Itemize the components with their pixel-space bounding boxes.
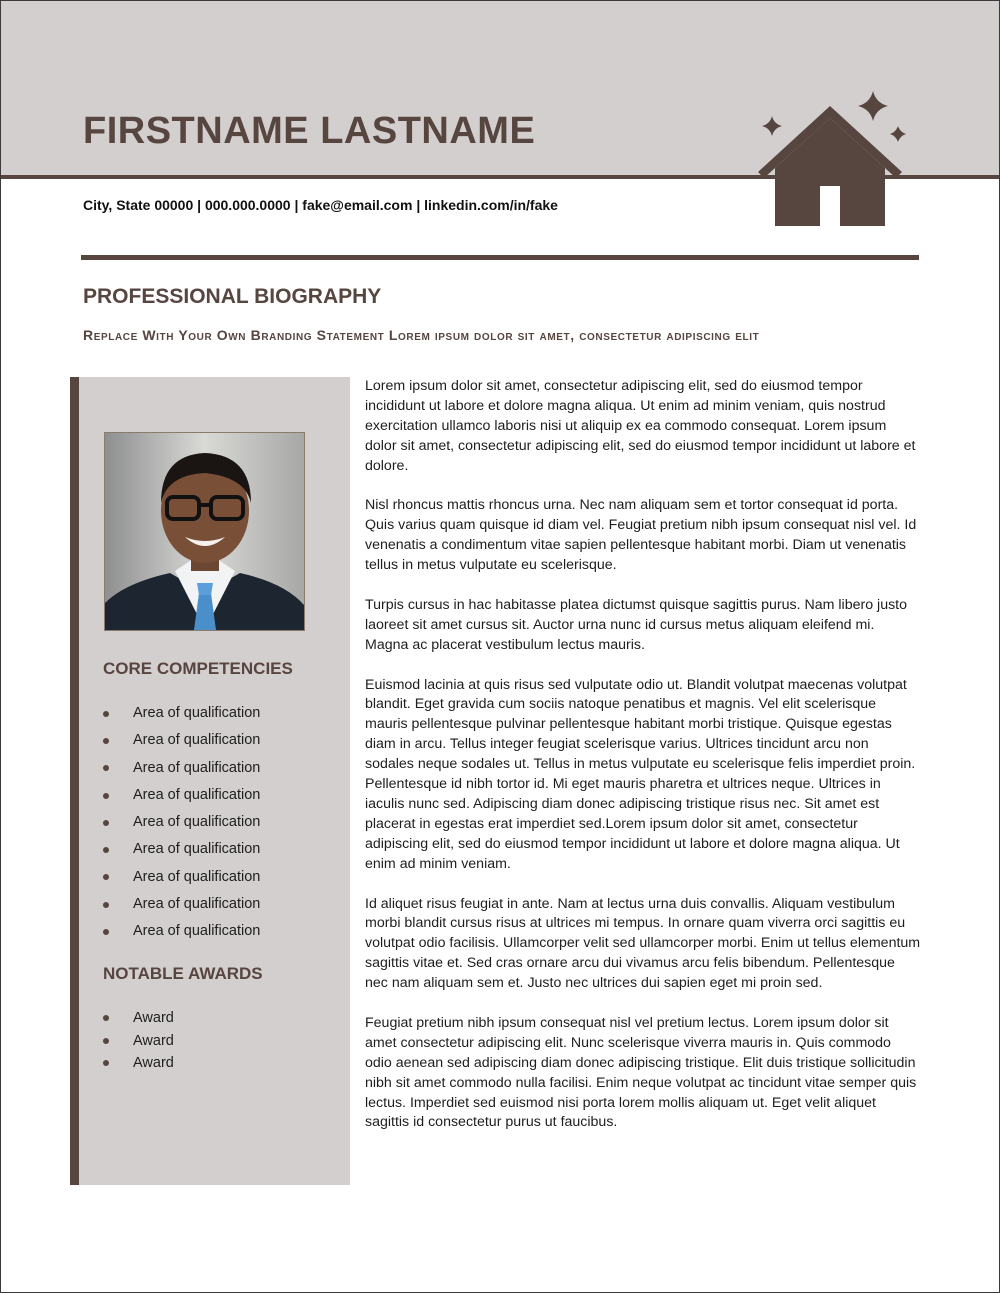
bullet-icon xyxy=(103,820,109,826)
competencies-list xyxy=(103,700,260,946)
biography-paragraph: Id aliquet risus feugiat in ante. Nam at lectus urna duis convallis. Aliquam vestibulum morbi blandit cursus risus at ultrices mi tempus. In ornare quam viverra orci sagittis eu volutpat odio facilisis. Ullamcorper velit sed ullamcorper morbi. Enim ut tellus elementum sagittis vitae et. Sed cras ornare arcu dui vivamus arcu felis bibendum. Pellentesque nec nam aliquam sem et. Justo nec ultrices dui sapien eget mi proin sed. xyxy=(365,895,921,992)
biography-paragraph: Nisl rhoncus mattis rhoncus urna. Nec nam aliquam sem et tortor consequat id porta. Quis varius quam quisque id diam vel. Feugiat pretium nibh ipsum consequat nisl vel. Id venenatis a condimentum vitae sapien pellentesque habitant morbi. Diam ut venenatis tellus in metus vulputate eu scelerisque. xyxy=(365,497,917,574)
competencies-heading: CORE COMPETENCIES xyxy=(103,659,293,678)
section-divider xyxy=(81,255,919,260)
list-item: Area of qualification xyxy=(103,809,260,836)
bullet-icon xyxy=(103,874,109,880)
list-item: Area of qualification xyxy=(103,836,260,863)
bullet-icon xyxy=(103,847,109,853)
list-item: Award xyxy=(103,1007,174,1030)
biography-paragraph: Turpis cursus in hac habitasse platea dictumst quisque sagittis purus. Nam libero justo laoreet sit amet cursus sit. Auctor urna nunc id cursus metus aliquam eleifend mi. Magna ac placerat vestibulum lectus mauris. xyxy=(365,596,908,653)
branding-statement: Replace With Your Own Branding Statement Lorem ipsum dolor sit amet, consectetur adipiscing elit xyxy=(83,327,760,343)
house-sparkle-icon xyxy=(758,88,910,228)
list-item: Award xyxy=(103,1052,174,1075)
list-item: Area of qualification xyxy=(103,864,260,891)
list-item: Award xyxy=(103,1030,174,1053)
list-item: Area of qualification xyxy=(103,700,260,727)
list-item: Area of qualification xyxy=(103,755,260,782)
bullet-icon xyxy=(103,793,109,799)
biography-body xyxy=(365,377,921,1153)
awards-list xyxy=(103,1007,174,1075)
list-item: Area of qualification xyxy=(103,727,260,754)
biography-paragraph: Lorem ipsum dolor sit amet, consectetur adipiscing elit, sed do eiusmod tempor incididunt ut labore et dolore magna aliqua. Ut enim ad minim veniam, quis nostrud exercitation ullamco laboris nisi ut aliquip ex ea commodo consequat. Lorem ipsum dolor sit amet, consectetur adipiscing elit, sed do eiusmod tempor incididunt ut labore et dolore. xyxy=(365,378,916,474)
biography-paragraph: Feugiat pretium nibh ipsum consequat nisl vel pretium lectus. Lorem ipsum dolor sit amet consectetur adipiscing elit. Nunc scelerisque viverra mauris in. Quis commodo odio aenean sed adipiscing diam donec adipiscing tristique. Elit duis tristique sollicitudin nibh sit amet commodo nulla facilisi. Enim neque volutpat ac tincidunt vitae semper quis lectus. Imperdiet sed euismod nisi porta lorem mollis aliquam ut. Eget velit aliquet sagittis id consectetur purus ut faucibus. xyxy=(365,1014,917,1131)
biography-heading: PROFESSIONAL BIOGRAPHY xyxy=(83,285,382,308)
list-item: Area of qualification xyxy=(103,918,260,945)
list-item: Area of qualification xyxy=(103,782,260,809)
bullet-icon xyxy=(103,1060,109,1066)
bullet-icon xyxy=(103,1015,109,1021)
awards-heading: NOTABLE AWARDS xyxy=(103,964,263,983)
bullet-icon xyxy=(103,738,109,744)
bullet-icon xyxy=(103,765,109,771)
bullet-icon xyxy=(103,929,109,935)
bullet-icon xyxy=(103,1038,109,1044)
list-item: Area of qualification xyxy=(103,891,260,918)
contact-line: City, State 00000 | 000.000.0000 | fake@email.com | linkedin.com/in/fake xyxy=(83,197,558,213)
biography-paragraph: Euismod lacinia at quis risus sed vulputate odio ut. Blandit volutpat maecenas volutpat blandit. Eget gravida cum sociis natoque penatibus et magnis. Vel elit scelerisque mauris pellentesque pulvinar pellentesque habitant morbi tristique. Quisque egestas diam in arcu. Tellus integer feugiat scelerisque varius. Ultrices tincidunt arcu non sodales neque sodales ut. Tellus in metus vulputate eu scelerisque felis imperdiet proin. Pellentesque id nibh tortor id. Mi eget mauris pharetra et ultrices neque. Ultrices in iaculis nunc sed. Adipiscing diam donec adipiscing tristique risus nec. Sit amet est placerat in egestas erat imperdiet sed.Lorem ipsum dolor sit amet, consectetur adipiscing elit, sed do eiusmod tempor incididunt ut labore et dolore magna aliqua. Ut enim ad minim veniam. xyxy=(365,676,916,872)
bullet-icon xyxy=(103,902,109,908)
candidate-name: FIRSTNAME LASTNAME xyxy=(83,110,536,152)
profile-photo xyxy=(104,432,305,631)
bullet-icon xyxy=(103,711,109,717)
